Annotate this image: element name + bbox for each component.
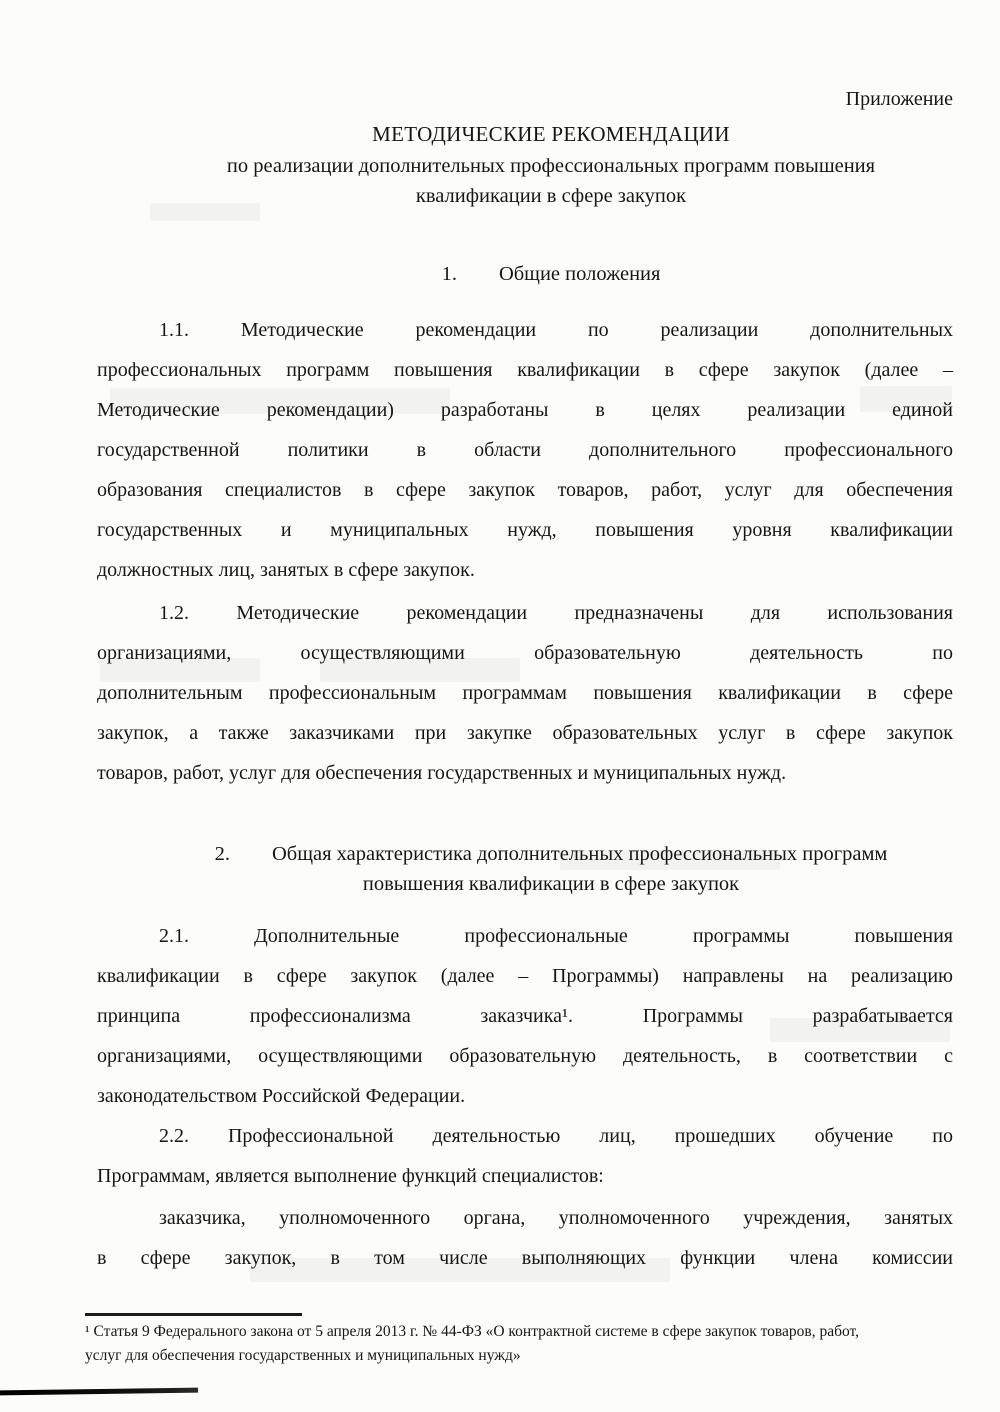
document-subtitle-line-1: по реализации дополнительных профессиональных программ повышения [226, 155, 876, 177]
paragraph-line: закупок, а также заказчиками при закупке образовательных услуг в сфере закупок [97, 722, 953, 744]
section-1-heading-text: Общие положения [498, 263, 661, 285]
appendix-label: Приложение [845, 88, 953, 110]
paragraph-line: законодательством Российской Федерации. [97, 1085, 466, 1107]
paragraph-2-1 [97, 916, 953, 1116]
paragraph-2-2 [97, 1116, 953, 1196]
section-2-heading-line-1 [123, 839, 979, 869]
paragraph-line: дополнительным профессиональным программам повышения квалификации в сфере [97, 682, 953, 704]
section-2-heading-line-2: повышения квалификации в сфере закупок [362, 873, 740, 895]
section-2-heading-text: Общая характеристика дополнительных профессиональных программ [271, 843, 888, 865]
document-subtitle-line-2: квалификации в сфере закупок [415, 185, 687, 207]
paragraph-line: государственных и муниципальных нужд, повышения уровня квалификации [97, 519, 953, 541]
paragraph-line: образования специалистов в сфере закупок товаров, работ, услуг для обеспечения [97, 479, 953, 501]
document-title: МЕТОДИЧЕСКИЕ РЕКОМЕНДАЦИИ [372, 122, 730, 146]
paragraph-line: принципа профессионализма заказчика¹. Программы разрабатывается [97, 1005, 953, 1027]
paragraph-line: профессиональных программ повышения квалификации в сфере закупок (далее – [97, 359, 953, 381]
paragraph-line: 1.2. Методические рекомендации предназначены для использования [159, 602, 953, 624]
paragraph-line: организациями, осуществляющими образовательную деятельность по [97, 642, 953, 664]
paragraph-line: Программам, является выполнение функций специалистов: [97, 1165, 604, 1187]
scan-edge-artifact [0, 1388, 198, 1396]
paragraph-line: 1.1. Методические рекомендации по реализации дополнительных [159, 319, 953, 341]
paragraph-line: Методические рекомендации) разработаны в целях реализации единой [97, 399, 953, 421]
paragraph-1-1 [97, 310, 953, 590]
paragraph-line: организациями, осуществляющими образовательную деятельность, в соответствии с [97, 1045, 953, 1067]
footnote [85, 1320, 957, 1368]
paragraph-line: должностных лиц, занятых в сфере закупок. [97, 559, 475, 581]
footnote-line: услуг для обеспечения государственных и муниципальных нужд» [85, 1347, 521, 1364]
footnote-line: ¹ Статья 9 Федерального закона от 5 апреля 2013 г. № 44-ФЗ «О контрактной системе в сфере закупок товаров, работ, [85, 1323, 860, 1340]
paragraph-2-2-continuation [97, 1198, 953, 1278]
section-1-heading [97, 259, 979, 289]
footnote-separator-rule [85, 1313, 302, 1316]
paragraph-line: государственной политики в области дополнительного профессионального [97, 439, 953, 461]
section-1-number: 1. [441, 263, 457, 285]
paragraph-line: квалификации в сфере закупок (далее – Программы) направлены на реализацию [97, 965, 953, 987]
paragraph-line: товаров, работ, услуг для обеспечения государственных и муниципальных нужд. [97, 762, 787, 784]
paragraph-line: 2.1. Дополнительные профессиональные программы повышения [159, 925, 953, 947]
section-2-heading [97, 839, 979, 899]
paragraph-1-2 [97, 593, 953, 793]
section-2-number: 2. [214, 843, 230, 865]
paragraph-line: в сфере закупок, в том числе выполняющих функции члена комиссии [97, 1247, 953, 1269]
paragraph-line: 2.2. Профессиональной деятельностью лиц, прошедших обучение по [159, 1125, 953, 1147]
paragraph-line: заказчика, уполномоченного органа, уполномоченного учреждения, занятых [159, 1207, 953, 1229]
